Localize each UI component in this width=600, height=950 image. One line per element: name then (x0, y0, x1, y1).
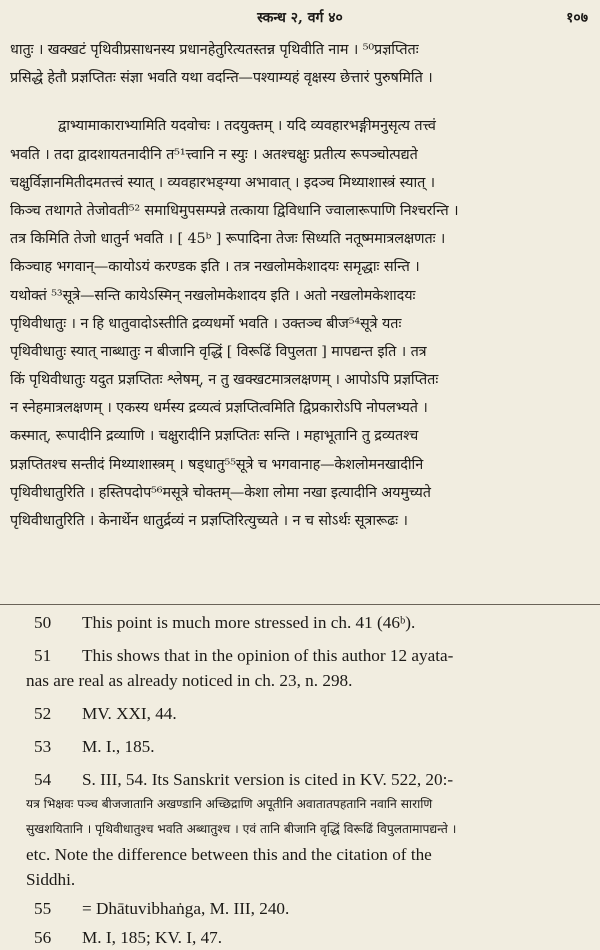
text-line: पृथिवीधातुः स्यात् नाब्धातुः न बीजानि वृद्धिं [ विरूढिं विपुलता ] मापद्यन्त इति । तत्र (10, 343, 427, 360)
text-line: धातुः । खक्खटं पृथिवीप्रसाधनस्य प्रधानहेतुरित्यतस्तन्न पृथिवीति नाम । ⁵⁰प्रज्ञप्तितः (10, 42, 419, 58)
footnote-text: nas are real as already noticed in ch. 23, n. 298. (26, 671, 353, 690)
footnote-55 (26, 896, 594, 921)
footnote-52 (26, 701, 594, 726)
page-number: १०७ (566, 10, 588, 26)
text-line: चक्षुर्विज्ञानमितीदमतत्त्वं स्यात् । व्यवहारभङ्ग्या अभावात् । इदञ्च मिथ्याशास्त्रं स्यात् । (10, 174, 436, 191)
footnote-sanskrit-quote: सुखशयितानि । पृथिवीधातुश्च भवति अब्धातुश्च । एवं तानि बीजानि वृद्धिं विरूढिं विपुलतामापद्यन्ते । (26, 822, 457, 836)
text-line: कस्मात्, रूपादीनि द्रव्याणि । चक्षुरादीनि प्रज्ञप्तितः सन्ति । महाभूतानि तु द्रव्यतश्च (10, 428, 419, 445)
footnotes (26, 610, 594, 950)
footnote-51 (26, 643, 594, 668)
footnote-text: M. I., 185. (82, 737, 155, 756)
text-line: किञ्च तथागते तेजोवती⁵² समाधिमुपसम्पन्ने तत्काया द्विविधानि ज्वालारूपाणि निश्चरन्ति । (10, 202, 459, 219)
footnote-56 (26, 925, 594, 950)
text-line: प्रसिद्धे हेतौ प्रज्ञप्तितः संज्ञा भवति यथा वदन्ति—पश्याम्यहं वृक्षस्य छेत्तारं पुरुषमिति । (10, 70, 433, 87)
text-line: यथोक्तं ⁵³सूत्रे—सन्ति कायेऽस्मिन् नखलोमकेशादय इति । अतो नखलोमकेशादयः (10, 287, 416, 304)
footnote-number: 53 (34, 737, 52, 756)
footnote-text: etc. Note the difference between this and the citation of the (26, 845, 432, 864)
footnote-number: 54 (34, 770, 52, 789)
text-line: न स्नेहमात्रलक्षणम् । एकस्य धर्मस्य द्रव्यत्वं प्रज्ञप्तित्वमिति द्विप्रकारोऽपि नोपलभ्यते । (10, 400, 428, 417)
footnote-number: 56 (34, 928, 52, 947)
text-line: प्रज्ञप्तितश्च सन्तीदं मिथ्याशास्त्रम् । षड्धातु⁵⁵सूत्रे च भगवानाह—केशलोमनखादीनि (10, 456, 424, 473)
footnote-text: S. III, 54. Its Sanskrit version is cited in KV. 522, 20:- (82, 770, 454, 789)
footnote-number: 52 (34, 704, 52, 723)
text-line: पृथिवीधातुः । न हि धातुवादोऽस्तीति द्रव्यधर्मो भवति । उक्तञ्च बीज⁵⁴सूत्रे यतः (10, 315, 402, 332)
footnote-text: Siddhi. (26, 870, 76, 889)
running-head: स्कन्ध २, वर्ग ४० (257, 10, 343, 26)
footnote-text: MV. XXI, 44. (82, 704, 177, 723)
text-line: किं पृथिवीधातुः यदुत प्रज्ञप्तितः श्लेषम्, न तु खक्खटमात्रलक्षणम् । आपोऽपि प्रज्ञप्तितः (10, 372, 439, 389)
footnote-number: 55 (34, 899, 52, 918)
text-line: पृथिवीधातुरिति । केनार्थेन धातुर्द्रव्यं न प्रज्ञप्तिरित्युच्यते । न च सोऽर्थः सूत्रारूढः । (10, 513, 408, 529)
footnote-number: 50 (34, 613, 52, 632)
footnote-54 (26, 767, 594, 792)
footnote-text: = Dhātuvibhaṅga, M. III, 240. (82, 899, 290, 918)
text-line: पृथिवीधातुरिति । हस्तिपदोप⁵⁶मसूत्रे चोक्तम्—केशा लोमा नखा इत्यादीनि अयमुच्यते (10, 484, 431, 501)
footnote-number: 51 (34, 646, 52, 665)
main-text (10, 36, 594, 535)
text-line: तत्र किमिति तेजो धातुर्न भवति । [ 45ᵇ ] रूपादिना तेजः सिध्यति नतूष्ममात्रलक्षणतः । (10, 231, 446, 248)
footnote-53 (26, 734, 594, 759)
text-line: द्वाभ्यामाकाराभ्यामिति यदवोचः । तदयुक्तम् । यदि व्यवहारभङ्गीमनुसृत्य तत्त्वं (58, 118, 436, 135)
footnote-50 (26, 610, 594, 635)
footnote-text: This shows that in the opinion of this author 12 ayata- (82, 646, 454, 665)
footnote-sanskrit-quote: यत्र भिक्षवः पञ्च बीजजातानि अखण्डानि अच्छिद्राणि अपूतीनि अवातातपहतानि नवानि साराणि (26, 797, 433, 811)
footnote-divider (0, 604, 600, 605)
footnote-text: M. I, 185; KV. I, 47. (82, 928, 223, 947)
text-line: भवति । तदा द्वादशायतनादीनि त⁵¹त्त्वानि न स्युः । अतश्चक्षुः प्रतीत्य रूपञ्चोत्पद्यते (10, 146, 418, 163)
text-line: किञ्चाह भगवान्—कायोऽयं करण्डक इति । तत्र नखलोमकेशादयः समृद्धाः सन्ति । (10, 259, 420, 276)
page-header (0, 6, 600, 28)
footnote-text: This point is much more stressed in ch. 41 (46ᵇ). (82, 613, 416, 632)
